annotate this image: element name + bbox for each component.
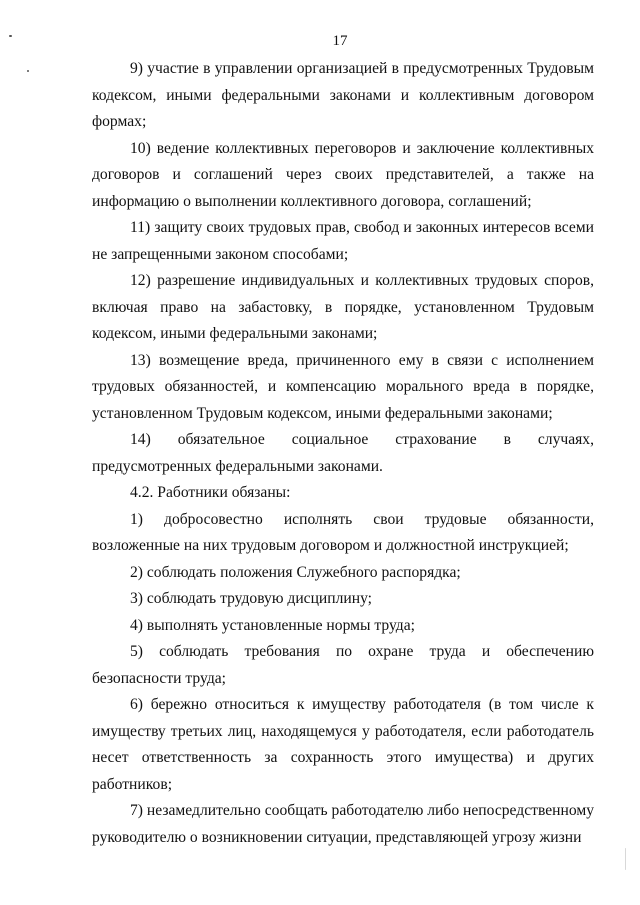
- list-item: 4) выполнять установленные нормы труда;: [130, 616, 415, 634]
- list-item: 1) добросовестно исполнять свои трудовые обязанности, возложенные на них трудовым договором и должностной инструкцией;: [92, 510, 594, 554]
- list-item: 12) разрешение индивидуальных и коллективных трудовых споров, включая право на забастовку, в порядке, установленном Трудовым кодексом, иными федеральными законами;: [92, 272, 594, 342]
- list-item: 14) обязательное социальное страхование в случаях, предусмотренных федеральными законами.: [92, 431, 594, 475]
- list-item: 13) возмещение вреда, причиненного ему в связи с исполнением трудовых обязанностей, и компенсацию морального вреда в порядке, установленном Трудовым кодексом, иными федеральными законами;: [92, 351, 594, 422]
- document-body: [92, 56, 594, 851]
- scan-speck: [27, 70, 29, 72]
- list-item: 5) соблюдать требования по охране труда и обеспечению безопасности труда;: [92, 643, 594, 687]
- list-item: 9) участие в управлении организацией в предусмотренных Трудовым кодексом, иными федеральными законами и коллективным договором формах;: [92, 60, 594, 130]
- scan-edge-shadow: [625, 848, 626, 870]
- list-item: 2) соблюдать положения Служебного распорядка;: [130, 563, 461, 581]
- list-item: 6) бережно относиться к имуществу работодателя (в том числе к имуществу третьих лиц, находящемуся у работодателя, если работодатель несет ответственность за сохранность этого имущества) и других работников;: [92, 696, 594, 793]
- list-item: 3) соблюдать трудовую дисциплину;: [130, 590, 373, 607]
- list-item: 7) незамедлительно сообщать работодателю либо непосредственному руководителю о возникновении ситуации, представляющей угрозу жизни: [92, 802, 594, 846]
- list-item: 11) защиту своих трудовых прав, свобод и законных интересов всеми не запрещенными законом способами;: [92, 219, 594, 263]
- list-item: 10) ведение коллективных переговоров и заключение коллективных договоров и соглашений через своих представителей, а также на информацию о выполнении коллективного договора, соглашений;: [92, 139, 594, 210]
- page-number: 17: [332, 33, 348, 49]
- section-heading: 4.2. Работники обязаны:: [130, 484, 291, 501]
